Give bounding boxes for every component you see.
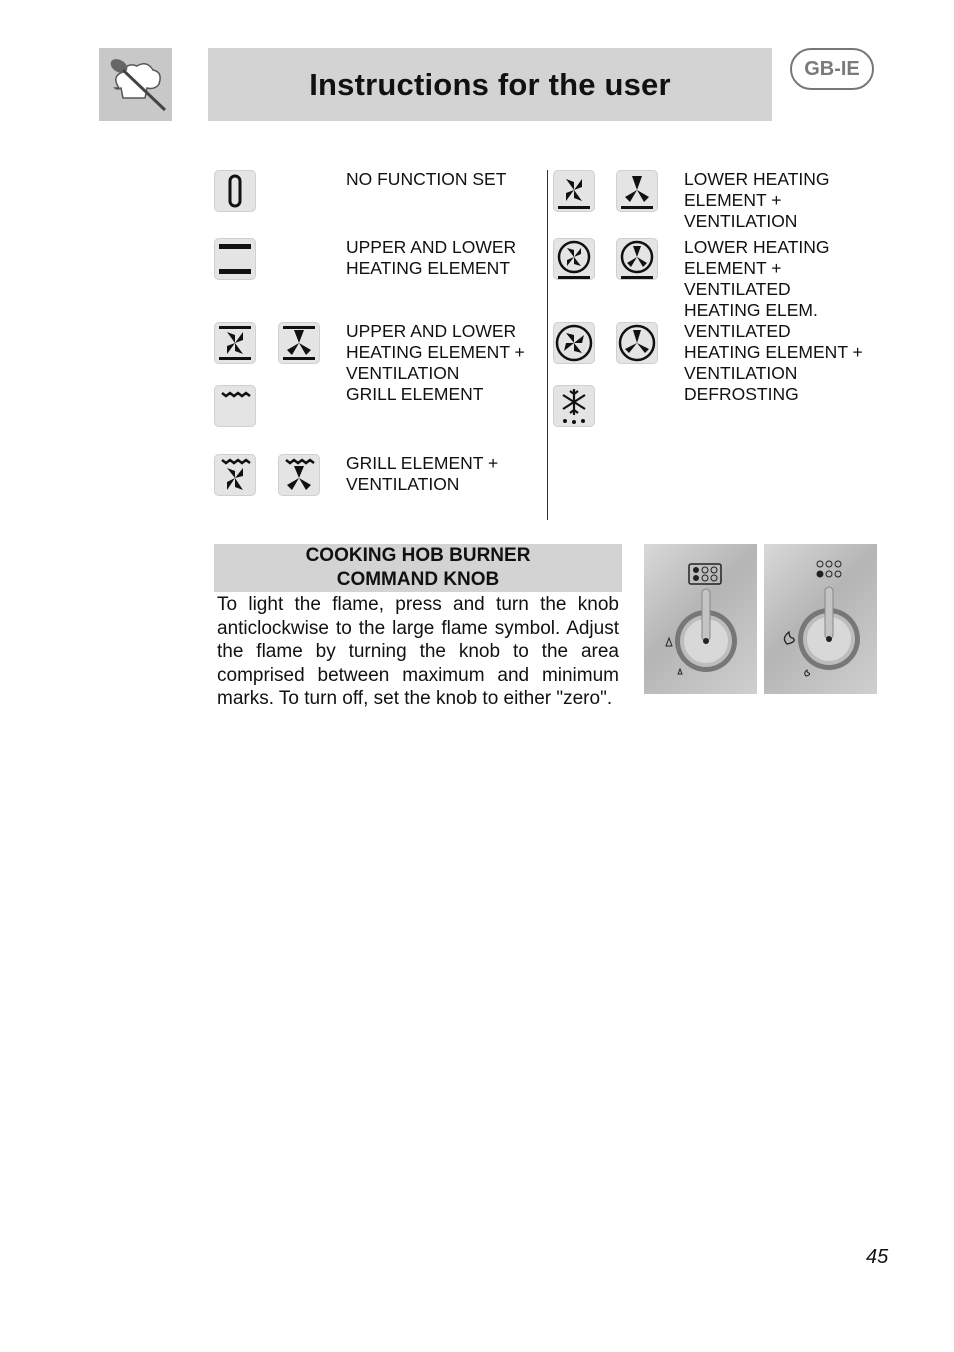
header-bar (208, 48, 772, 121)
ventilated-heating-alt-icon (616, 322, 658, 364)
page-title: Instructions for the user (309, 66, 671, 102)
lower-ventilated-alt-icon (616, 238, 658, 280)
label-ventilated-heating: VENTILATED HEATING ELEMENT + VENTILATION (684, 321, 863, 383)
label-no-function: NO FUNCTION SET (346, 169, 507, 189)
lower-ventilated-icon (553, 238, 595, 280)
fan-upper-lower-alt-icon (278, 322, 320, 364)
chef-hat-spoon-icon (99, 48, 172, 121)
label-grill-ventilation: GRILL ELEMENT + VENTILATION (346, 453, 499, 494)
page-number: 45 (866, 1246, 889, 1268)
label-grill: GRILL ELEMENT (346, 384, 484, 404)
region-badge: GB-IE (790, 48, 874, 90)
fan-upper-lower-icon (214, 322, 256, 364)
chef-logo (99, 48, 172, 121)
grill-fan-icon (214, 454, 256, 496)
zero-symbol-icon (214, 170, 256, 212)
knob-photo-right (764, 544, 877, 694)
burner-instructions-text: To light the flame, press and turn the knob anticlockwise to the large flame symbol. Adjust the flame by turning the knob to the area comprised between maximum and minimum marks. To turn off, set the knob to either "zero". (217, 594, 619, 710)
knob-photo-left (644, 544, 757, 694)
lower-fan-alt-icon (616, 170, 658, 212)
label-upper-lower-ventilation: UPPER AND LOWER HEATING ELEMENT + VENTILATION (346, 321, 525, 383)
label-lower-ventilation: LOWER HEATING ELEMENT + VENTILATION (684, 169, 830, 231)
grill-fan-alt-icon (278, 454, 320, 496)
burner-dots-icon (817, 561, 842, 578)
label-lower-ventilated: LOWER HEATING ELEMENT + VENTILATED HEATING ELEM. (684, 237, 830, 320)
lower-fan-icon (553, 170, 595, 212)
label-upper-lower: UPPER AND LOWER HEATING ELEMENT (346, 237, 517, 278)
upper-lower-heating-icon (214, 238, 256, 280)
defrost-snowflake-icon (553, 385, 595, 427)
ventilated-heating-icon (553, 322, 595, 364)
column-divider (547, 170, 548, 520)
burner-layout-icon (689, 564, 721, 584)
burner-section-heading: COOKING HOB BURNER COMMAND KNOB (214, 544, 622, 592)
grill-icon (214, 385, 256, 427)
label-defrosting: DEFROSTING (684, 384, 799, 404)
